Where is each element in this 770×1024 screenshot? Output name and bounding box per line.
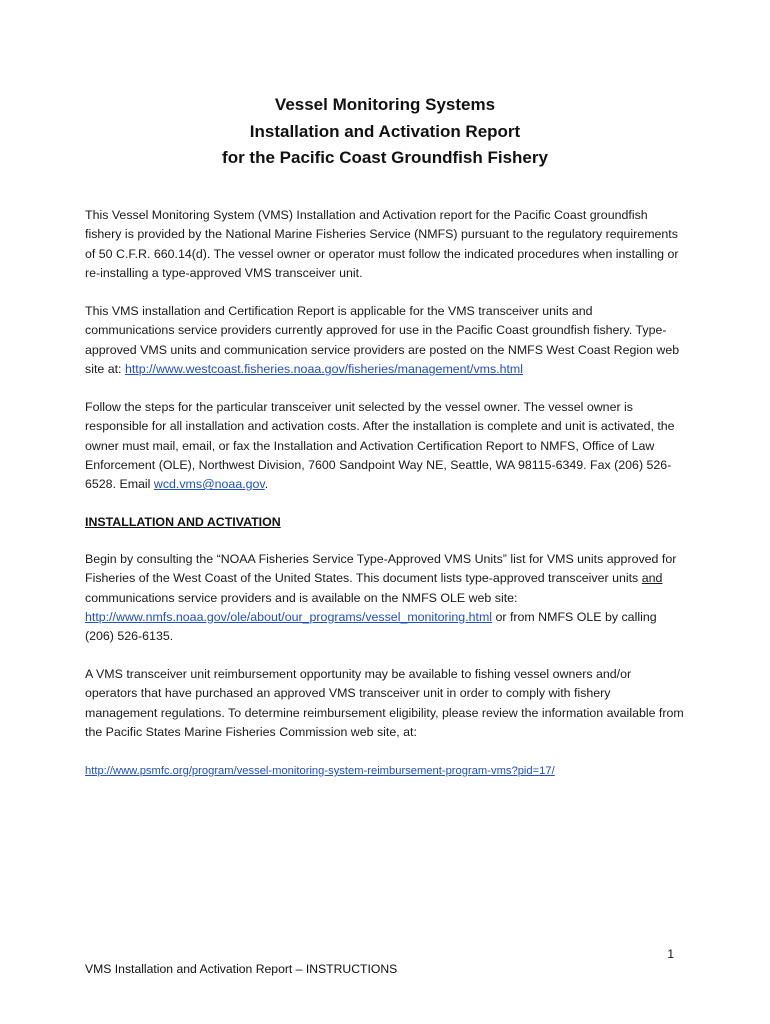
west-coast-vms-link[interactable]: http://www.westcoast.fisheries.noaa.gov/fisheries/management/vms.html (124, 361, 524, 376)
document-title (0, 92, 770, 172)
applicability-paragraph (85, 302, 685, 379)
intro-paragraph (85, 206, 685, 283)
page-number: 1 (667, 947, 674, 961)
title-line-3: for the Pacific Coast Groundfish Fishery (222, 148, 548, 167)
reimbursement-paragraph-text: A VMS transceiver unit reimbursement opportunity may be available to fishing vessel owners and/or operators that have purchased an approved VMS transceiver unit in order to comply with fishery management regulations. To determine reimbursement eligibility, please review the information available from the Pacific States Marine Fisheries Commission web site, at: (85, 667, 684, 739)
psmfc-reimbursement-link[interactable]: http://www.psmfc.org/program/vessel-monitoring-system-reimbursement-program-vms?pid=17/ (85, 765, 555, 777)
intro-paragraph-text: This Vessel Monitoring System (VMS) Installation and Activation report for the Pacific Coast groundfish fishery is provided by the National Marine Fisheries Service (NMFS) pursuant to the regulatory requirements of 50 C.F.R. 660.14(d). The vessel owner or operator must follow the indicated procedures when installing or re-installing a type-approved VMS transceiver unit. (85, 208, 679, 280)
consult-paragraph (85, 550, 685, 646)
email-link[interactable]: wcd.vms@noaa.gov (153, 477, 265, 492)
consult-paragraph-underlined: and (641, 571, 663, 586)
applicability-paragraph-text: This VMS installation and Certification Report is applicable for the VMS transceiver units and communications service providers currently approved for use in the Pacific Coast groundfish fishery. Type-approved VMS units and communication service providers are posted on the NMFS West Coast Region web site at: (85, 304, 680, 376)
page-footer: VMS Installation and Activation Report – INSTRUCTIONS (85, 962, 398, 976)
section-heading-installation: INSTALLATION AND ACTIVATION (85, 515, 281, 529)
steps-paragraph-end: . (264, 477, 269, 492)
consult-paragraph-text-2: communications service providers and is available on the NMFS OLE web site: (85, 590, 518, 605)
consult-paragraph-text-3: or from NMFS OLE by calling (206) 526-6135. (85, 609, 657, 644)
title-line-2: Installation and Activation Report (249, 121, 521, 141)
consult-paragraph-text-1: Begin by consulting the “NOAA Fisheries Service Type-Approved VMS Units” list for VMS units approved for Fisheries of the West Coast of the United States. This document lists type-approved transceiver units (85, 552, 677, 586)
reimbursement-paragraph (85, 665, 685, 742)
steps-paragraph-text: Follow the steps for the particular transceiver unit selected by the vessel owner. The vessel owner is responsible for all installation and activation costs. After the installation is complete and unit is activated, the owner must mail, email, or fax the Installation and Activation Certification Report to NMFS, Office of Law Enforcement (OLE), Northwest Division, 7600 Sandpoint Way NE, Seattle, WA 98115-6349. Fax (206) 526-6528. Email (85, 400, 675, 492)
nmfs-ole-link[interactable]: http://www.nmfs.noaa.gov/ole/about/our_programs/vessel_monitoring.html (85, 609, 493, 624)
title-line-1: Vessel Monitoring Systems (274, 95, 496, 114)
steps-paragraph (85, 398, 685, 494)
